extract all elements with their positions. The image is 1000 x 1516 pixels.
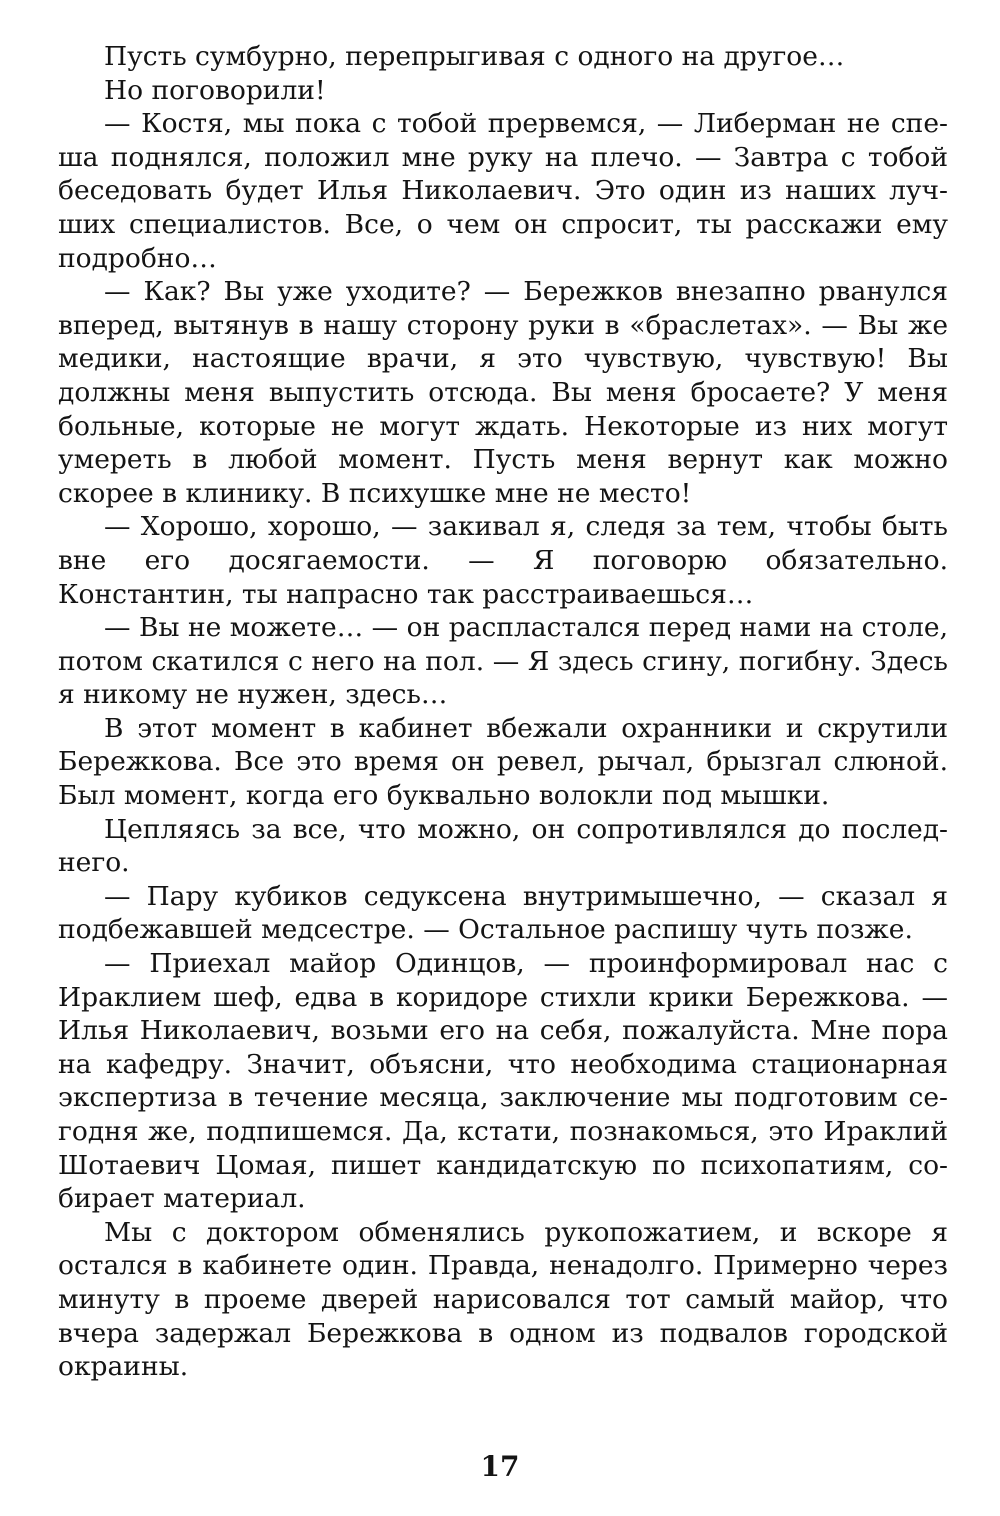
paragraph: Цепляясь за все, что можно, он сопротивлялся до последнего. [58,813,948,879]
body-text [58,40,948,1384]
paragraph: — Приехал майор Одинцов, — проинформировал нас с Ираклием шеф, едва в коридоре стихли крики Бережкова. — Илья Николаевич, возьми его на себя, пожалуйста. Мне пора на кафедру. Значит, объясни, что необходима стационарная экспертиза в течение месяца, заключение мы подготовим сегодня же, подпишемся. Да, кстати, познакомься, это Ираклий Шотаевич Цомая, пишет кандидатскую по психопатиям, собирает материал. [58,948,948,1215]
paragraph: В этот момент в кабинет вбежали охранники и скрутили Бережкова. Все это время он ревел, рычал, брызгал слюной. Был момент, когда его буквально волокли под мышки. [58,712,948,812]
page-number: 17 [480,1450,520,1483]
paragraph: — Как? Вы уже уходите? — Бережков внезапно рванулся вперед, вытянув в нашу сторону руки в «браслетах». — Вы же медики, настоящие врачи, я это чувствую, чувствую! Вы должны меня выпустить отсюда. Вы меня бросаете? У меня больные, которые не могут ждать. Некоторые из них могут умереть в любой момент. Пусть меня вернут как можно скорее в клинику. В психушке мне не место! [58,276,948,509]
paragraph: Пусть сумбурно, перепрыгивая с одного на другое… [104,41,845,72]
paragraph: — Вы не можете… — он распластался перед нами на столе, потом скатился с него на пол. — Я здесь сгину, погибну. Здесь я никому не нужен, здесь… [58,612,948,711]
paragraph: — Пару кубиков седуксена внутримышечно, — сказал я подбежавшей медсестре. — Остальное распишу чуть позже. [58,880,948,946]
paragraph: — Костя, мы пока с тобой прервемся, — Либерман не спеша поднялся, положил мне руку на плечо. — Завтра с тобой беседовать будет Илья Николаевич. Это один из наших лучших специалистов. Все, о чем он спросит, ты расскажи ему подробно… [58,108,948,274]
paragraph: — Хорошо, хорошо, — закивал я, следя за тем, чтобы быть вне его досягаемости. — Я поговорю обязательно. Константин, ты напрасно так расстраиваешься… [58,511,948,610]
paragraph: Мы с доктором обменялись рукопожатием, и вскоре я остался в кабинете один. Правда, ненадолго. Примерно через минуту в проеме дверей нарисовался тот самый майор, что вчера задержал Бережкова в одном из подвалов городской окраины. [58,1216,948,1383]
paragraph: Но поговорили! [104,74,326,106]
